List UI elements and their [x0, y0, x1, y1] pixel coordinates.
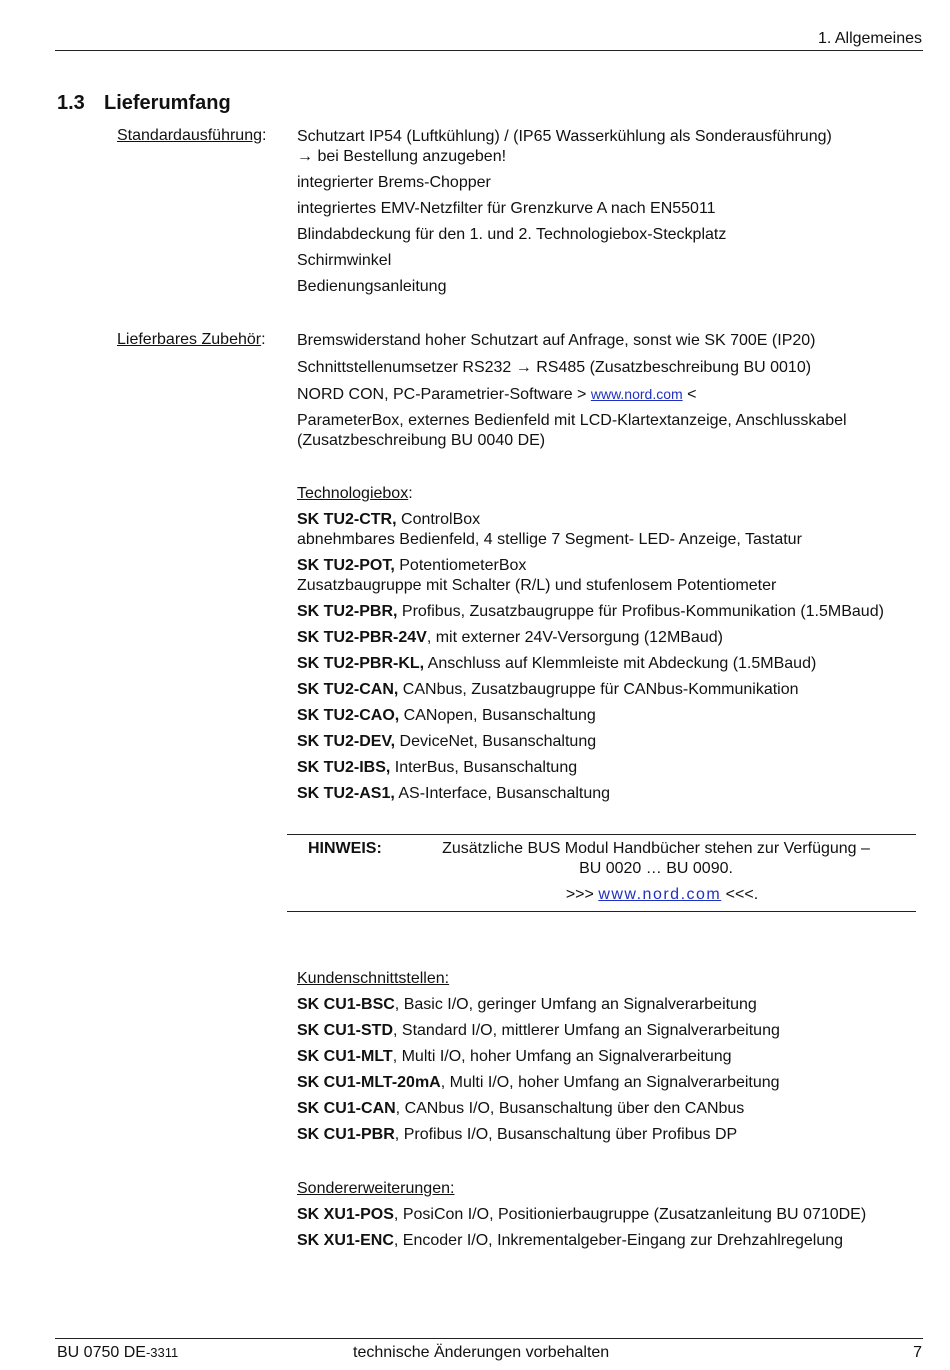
item-code: SK TU2-DEV,	[297, 733, 396, 750]
item-code: SK TU2-PBR-24V	[297, 629, 427, 646]
item-desc: AS-Interface, Busanschaltung	[394, 785, 611, 802]
item-code: SK CU1-STD	[297, 1022, 394, 1039]
item-code: SK XU1-POS	[297, 1206, 394, 1223]
footer-divider	[55, 1338, 923, 1339]
note-bottom-rule	[287, 911, 916, 912]
accessory-line: ParameterBox, externes Bedienfeld mit LCD-Klartextanzeige, Anschlusskabel	[297, 412, 847, 429]
chapter-header: 1. Allgemeines	[817, 30, 922, 47]
accessories-label-colon: :	[261, 331, 266, 348]
standard-line: Bedienungsanleitung	[297, 278, 447, 295]
list-item	[297, 602, 927, 622]
item-code: SK CU1-MLT-20mA	[297, 1074, 441, 1091]
standard-label	[117, 127, 266, 145]
footer-doc-revision: -3311	[145, 1345, 179, 1360]
special-heading	[297, 1179, 927, 1199]
header-divider	[55, 50, 923, 51]
item-code: SK TU2-PBR,	[297, 603, 398, 620]
note-text	[416, 839, 896, 879]
item-code: SK TU2-POT,	[297, 557, 395, 574]
section-title	[57, 92, 231, 115]
standard-line: integrierter Brems-Chopper	[297, 174, 491, 191]
item-desc: CANopen, Busanschaltung	[399, 707, 596, 724]
note-link-suffix: <<<.	[721, 886, 759, 903]
standard-line: integriertes EMV-Netzfilter für Grenzkurve A nach EN55011	[297, 200, 716, 217]
item-desc: , mit externer 24V-Versorgung (12MBaud)	[426, 629, 723, 646]
list-item	[297, 1125, 927, 1145]
item-desc: , Standard I/O, mittlerer Umfang an Signalverarbeitung	[393, 1022, 780, 1039]
item-desc: , Basic I/O, geringer Umfang an Signalverarbeitung	[394, 996, 757, 1013]
item-desc: , Multi I/O, hoher Umfang an Signalverarbeitung	[440, 1074, 780, 1091]
customer-heading-text: Kundenschnittstellen:	[297, 970, 450, 987]
standard-line: Blindabdeckung für den 1. und 2. Technologiebox-Steckplatz	[297, 226, 727, 243]
item-code: SK TU2-CAO,	[297, 707, 400, 724]
item-desc: , Multi I/O, hoher Umfang an Signalverarbeitung	[392, 1048, 732, 1065]
standard-line: Schirmwinkel	[297, 252, 392, 269]
item-code: SK TU2-CAN,	[297, 681, 399, 698]
list-item	[297, 1205, 927, 1225]
list-item	[297, 732, 927, 752]
item-code: SK CU1-BSC	[297, 996, 395, 1013]
list-item-detail: Zusatzbaugruppe mit Schalter (R/L) und stufenlosem Potentiometer	[297, 577, 777, 594]
list-item	[297, 628, 927, 648]
accessories-list	[297, 331, 927, 451]
customer-heading	[297, 969, 927, 989]
item-code: SK TU2-PBR-KL,	[297, 655, 425, 672]
note-link-line	[462, 886, 862, 904]
note-top-rule	[287, 834, 916, 835]
list-item-detail: abnehmbares Bedienfeld, 4 stellige 7 Segment- LED- Anzeige, Tastatur	[297, 531, 802, 548]
section-number: 1.3	[57, 92, 85, 114]
list-item	[297, 758, 927, 778]
note-website-link[interactable]: www.nord.com	[598, 886, 722, 903]
standard-label-colon: :	[262, 127, 267, 144]
item-desc: CANbus, Zusatzbaugruppe für CANbus-Kommunikation	[398, 681, 799, 698]
item-desc: Profibus, Zusatzbaugruppe für Profibus-Kommunikation (1.5MBaud)	[397, 603, 884, 620]
standard-label-text: Standardausführung	[117, 127, 262, 144]
standard-line: Schutzart IP54 (Luftkühlung) / (IP65 Wasserkühlung als Sonderausführung)	[297, 128, 832, 145]
note-text-line: BU 0020 … BU 0090.	[579, 860, 733, 877]
accessory-software-suffix: <	[682, 386, 697, 403]
item-desc: , Profibus I/O, Busanschaltung über Profibus DP	[394, 1126, 738, 1143]
techbox-heading-text: Technologiebox	[297, 485, 409, 502]
standard-list	[297, 127, 927, 297]
list-item	[297, 706, 927, 726]
list-item	[297, 1047, 927, 1067]
item-desc: , Encoder I/O, Inkrementalgeber-Eingang zur Drehzahlregelung	[393, 1232, 844, 1249]
accessories-label-text: Lieferbares Zubehör	[117, 331, 262, 348]
item-desc: ControlBox	[396, 511, 481, 528]
item-desc: , CANbus I/O, Busanschaltung über den CANbus	[395, 1100, 745, 1117]
techbox-section	[297, 484, 927, 804]
item-desc: DeviceNet, Busanschaltung	[395, 733, 597, 750]
note-text-line: Zusätzliche BUS Modul Handbücher stehen zur Verfügung –	[442, 840, 870, 857]
list-item	[297, 1073, 927, 1093]
item-code: SK TU2-IBS,	[297, 759, 391, 776]
accessories-label	[117, 331, 266, 349]
section-heading: Lieferumfang	[104, 92, 231, 114]
note-link-prefix: >>>	[565, 886, 599, 903]
item-code: SK CU1-PBR	[297, 1126, 395, 1143]
item-code: SK CU1-MLT	[297, 1048, 393, 1065]
list-item	[297, 784, 927, 804]
list-item	[297, 510, 927, 530]
standard-line: → bei Bestellung anzugeben!	[297, 148, 507, 165]
item-code: SK CU1-CAN	[297, 1100, 396, 1117]
item-code: SK XU1-ENC	[297, 1232, 394, 1249]
item-desc: PotentiometerBox	[394, 557, 527, 574]
special-heading-text: Sondererweiterungen:	[297, 1180, 455, 1197]
techbox-heading	[297, 484, 927, 504]
list-item	[297, 995, 927, 1015]
list-item	[297, 556, 927, 576]
accessory-line: (Zusatzbeschreibung BU 0040 DE)	[297, 432, 546, 449]
list-item	[297, 680, 927, 700]
list-item	[297, 1099, 927, 1119]
nord-website-link[interactable]: www.nord.com	[590, 386, 683, 402]
footer-doc-id	[57, 1344, 178, 1362]
item-code: SK TU2-CTR,	[297, 511, 397, 528]
item-desc: , PosiCon I/O, Positionierbaugruppe (Zusatzanleitung BU 0710DE)	[393, 1206, 867, 1223]
page-number: 7	[913, 1344, 922, 1361]
special-section	[297, 1179, 927, 1251]
footer-doc-number: BU 0750 DE	[57, 1344, 146, 1361]
techbox-heading-colon: :	[408, 485, 413, 502]
item-desc: InterBus, Busanschaltung	[390, 759, 578, 776]
list-item	[297, 1231, 927, 1251]
note-label: HINWEIS:	[308, 840, 382, 857]
list-item	[297, 1021, 927, 1041]
customer-section	[297, 969, 927, 1145]
item-desc: Anschluss auf Klemmleiste mit Abdeckung (1.5MBaud)	[424, 655, 817, 672]
list-item	[297, 654, 927, 674]
footer-notice: technische Änderungen vorbehalten	[353, 1344, 610, 1361]
accessory-line: Schnittstellenumsetzer RS232 → RS485 (Zusatzbeschreibung BU 0010)	[297, 359, 812, 376]
item-code: SK TU2-AS1,	[297, 785, 395, 802]
accessory-line: Bremswiderstand hoher Schutzart auf Anfrage, sonst wie SK 700E (IP20)	[297, 332, 816, 349]
accessory-software-text: NORD CON, PC-Parametrier-Software >	[297, 386, 591, 403]
accessory-line	[297, 384, 927, 405]
